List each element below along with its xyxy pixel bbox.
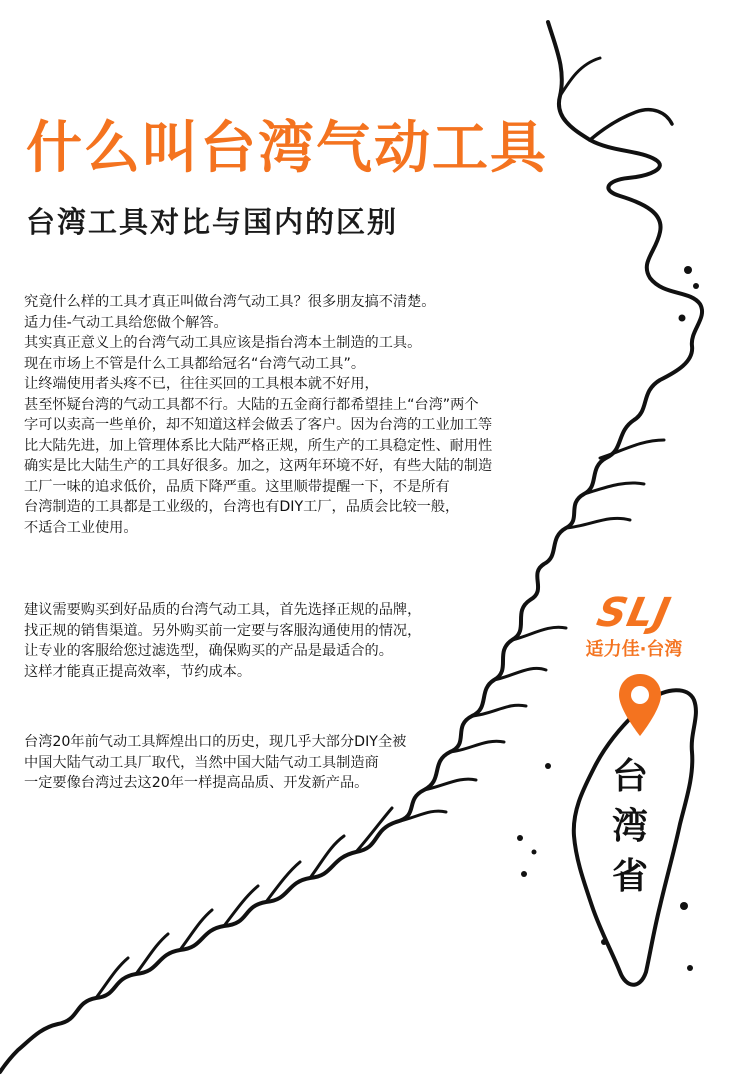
brand-name: 适力佳·台湾 — [585, 639, 683, 660]
text-line: 不适合工业使用。 — [24, 519, 138, 536]
text-line: 台湾20年前气动工具辉煌出口的历史，现几乎大部分DIY全被 — [24, 734, 407, 750]
page-title: 什么叫台湾气动工具 — [26, 116, 548, 181]
island — [687, 965, 693, 971]
text-line: 工厂一味的追求低价，品质下降严重。这里顺带提醒一下，不是所有 — [24, 478, 450, 495]
text-line: 适力佳-气动工具给您做个解答。 — [24, 314, 228, 331]
text-line: 让终端使用者头疼不已，往往买回的工具根本就不好用， — [24, 376, 379, 392]
coast-detail — [472, 627, 566, 716]
brand-logo-block — [578, 590, 690, 661]
text-line: 找正规的销售渠道。另外购买前一定要与客服沟通使用的情况， — [24, 622, 422, 639]
paragraph-advice — [24, 600, 421, 682]
paragraph-history — [24, 732, 406, 794]
brand-logo: SLJ — [593, 590, 675, 636]
island — [545, 763, 551, 769]
river-inlet — [590, 110, 672, 140]
page-subtitle: 台湾工具对比与国内的区别 — [26, 205, 399, 239]
island — [680, 902, 688, 910]
text-line: 甚至怀疑台湾的气动工具都不行。大陆的五金商行都希望挂上“台湾”两个 — [24, 396, 479, 413]
text-line: 现在市场上不管是什么工具都给冠名“台湾气动工具”。 — [24, 355, 366, 372]
island — [693, 283, 699, 289]
text-line: 台湾制造的工具都是工业级的，台湾也有DIY工厂，品质会比较一般， — [24, 499, 460, 515]
island — [679, 315, 686, 322]
island — [532, 850, 537, 855]
coast-detail — [266, 808, 392, 902]
taiwan-province-label — [606, 752, 654, 902]
coast-detail — [566, 440, 664, 528]
river-inlet — [560, 58, 600, 96]
province-char: 省 — [611, 856, 648, 897]
text-line: 让专业的客服给您过滤选型，确保购买的产品是最适合的。 — [24, 643, 393, 659]
text-line: 一定要像台湾过去这20年一样提高品质、开发新产品。 — [24, 775, 369, 791]
text-line: 比大陆先进，加上管理体系比大陆严格正规，所生产的工具稳定性、耐用性 — [24, 437, 493, 454]
text-line: 字可以卖高一些单价，却不知道这样会做丢了客户。因为台湾的工业加工等 — [24, 417, 493, 433]
island — [517, 835, 523, 841]
province-char: 湾 — [611, 806, 648, 847]
paragraph-intro — [24, 292, 492, 538]
text-line: 确实是比大陆生产的工具好很多。加之，这两年环境不好，有些大陆的制造 — [24, 458, 493, 474]
province-char: 台 — [611, 756, 648, 797]
location-pin-icon — [617, 672, 663, 738]
text-line: 这样才能真正提高效率，节约成本。 — [24, 663, 252, 680]
island — [684, 266, 692, 274]
text-line: 究竟什么样的工具才真正叫做台湾气动工具？很多朋友搞不清楚。 — [24, 294, 436, 310]
text-line: 其实真正意义上的台湾气动工具应该是指台湾本土制造的工具。 — [24, 335, 422, 351]
text-line: 建议需要购买到好品质的台湾气动工具，首先选择正规的品牌， — [24, 602, 422, 618]
island — [521, 871, 527, 877]
text-line: 中国大陆气动工具厂取代，当然中国大陆气动工具制造商 — [24, 754, 379, 771]
